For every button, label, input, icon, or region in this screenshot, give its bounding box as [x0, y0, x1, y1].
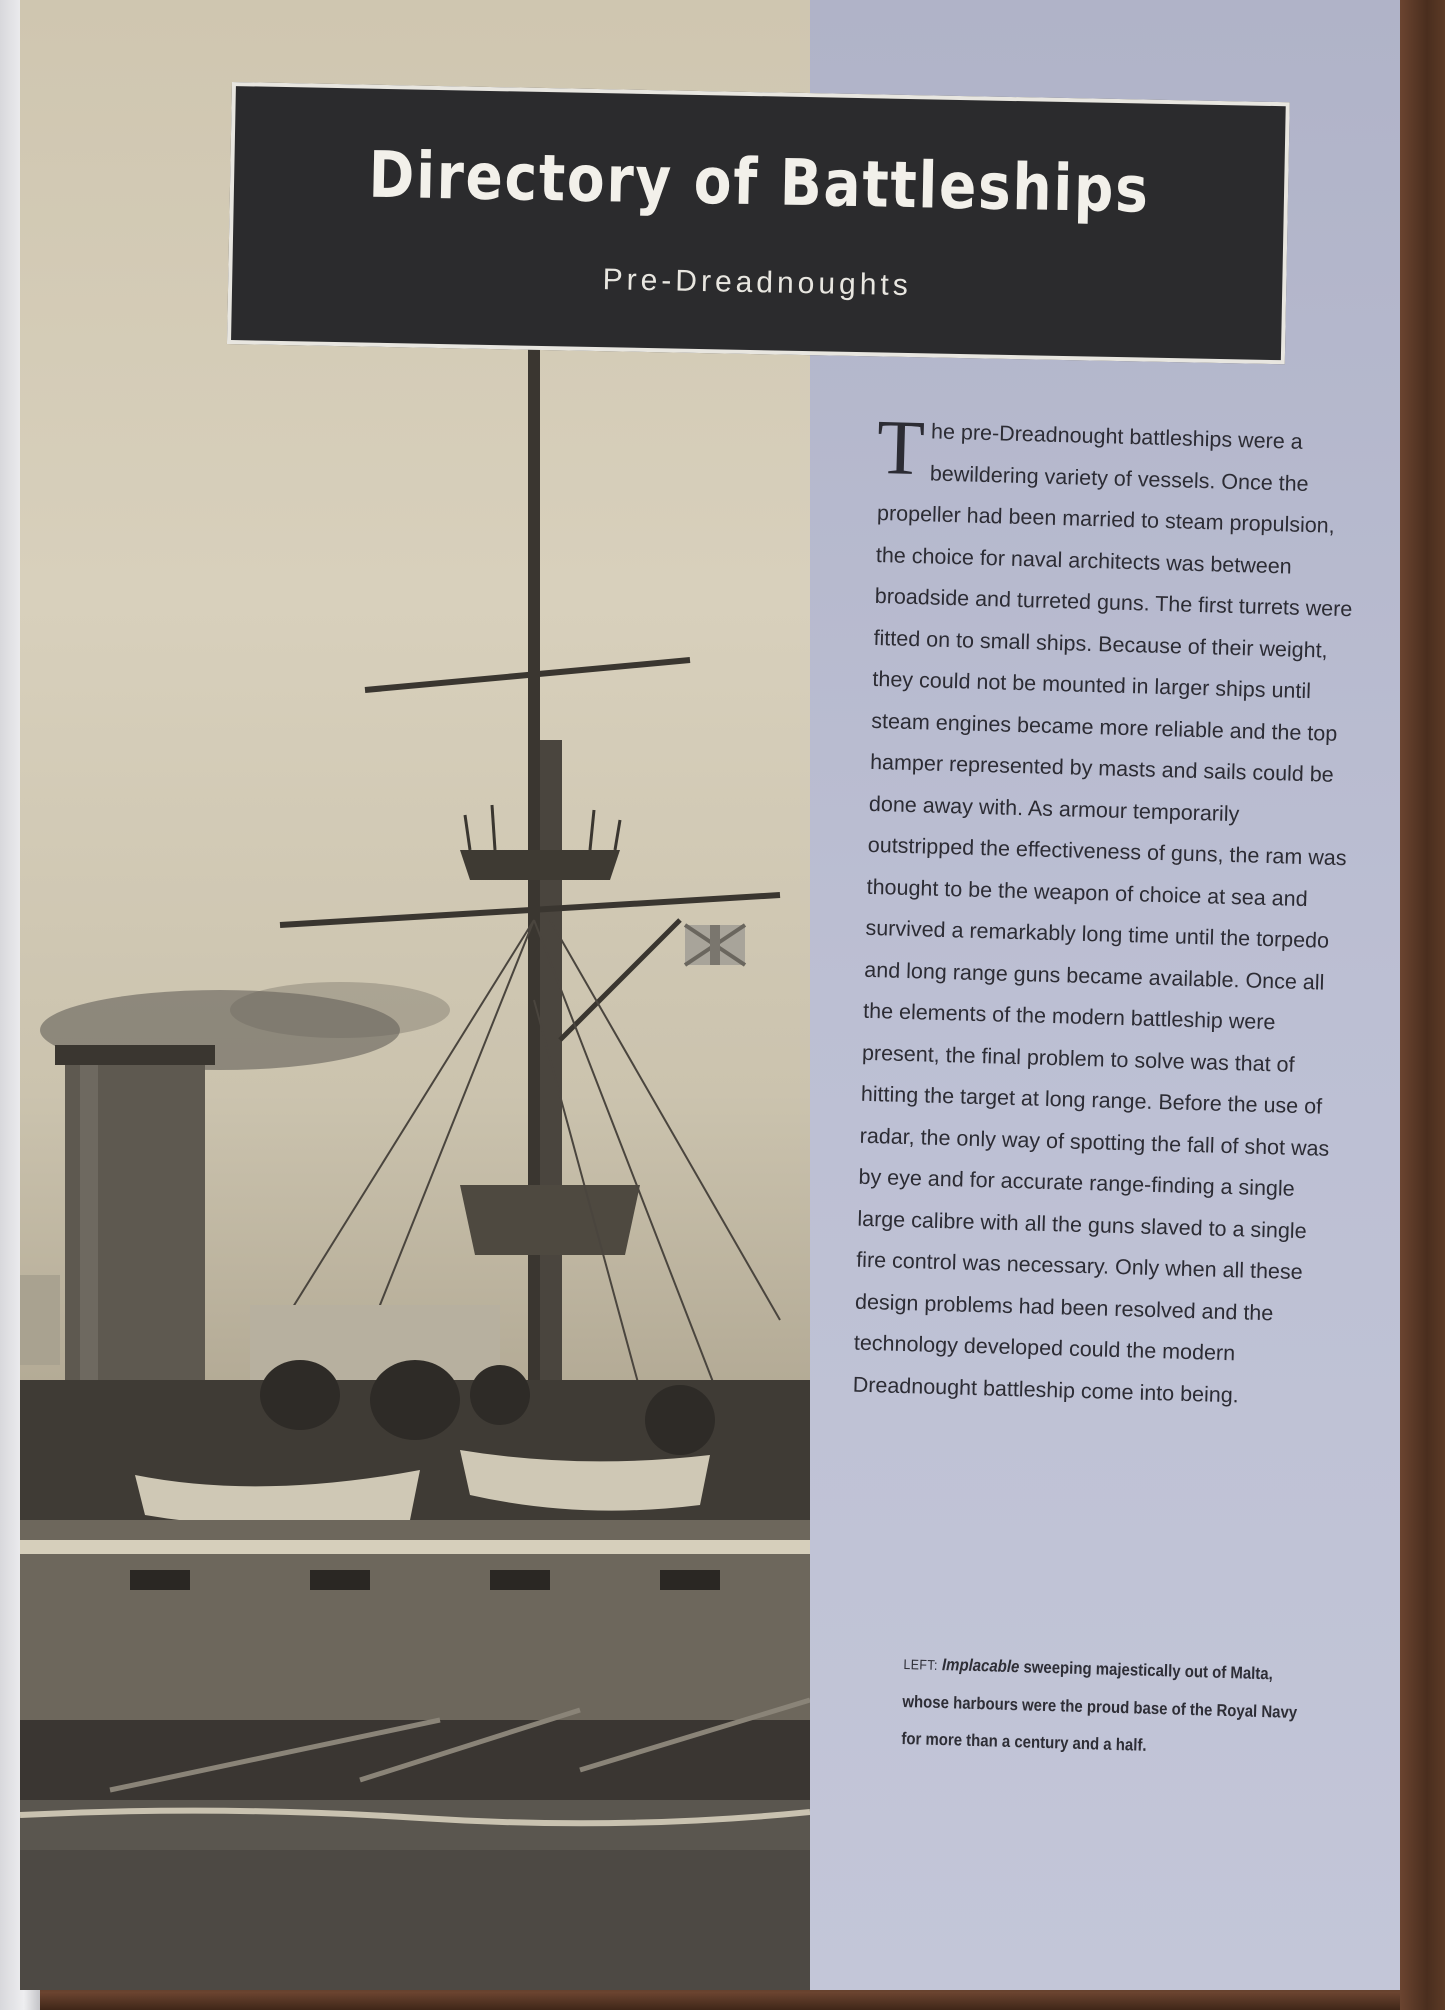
title-banner — [227, 82, 1290, 364]
page-subtitle: Pre-Dreadnoughts — [602, 263, 913, 303]
caption-label: LEFT: — [903, 1655, 939, 1673]
book-page — [20, 0, 1400, 1990]
drop-cap: T — [875, 402, 926, 492]
photo-caption — [901, 1645, 1318, 1769]
table-surface-right — [1400, 0, 1445, 2010]
caption-ship-name: Implacable — [941, 1655, 1020, 1677]
caption-text: sweeping majestically out of Malta, whose harbours were the proud base of the Royal Navy for more than a century and a half. — [901, 1657, 1298, 1755]
page-title: Directory of Battleships — [367, 138, 1151, 228]
body-paragraph — [852, 402, 1360, 1419]
body-text: he pre-Dreadnought battleships were a bewildering variety of vessels. Once the propeller had been married to steam propulsion, the choice for naval architects was between broadside and turreted guns. The first turrets were fitted on to small ships. Because of their weight, they could not be mounted in larger ships until steam engines became more reliable and the top hamper represented by masts and sails could be done away with. As armour temporarily outstripped the effectiveness of guns, the ram was thought to be the weapon of choice at sea and survived a remarkably long time until the torpedo and long range guns became available. Once all the elements of the modern battleship were present, the final problem to solve was that of hitting the target at long range. Before the use of radar, the only way of spotting the fall of shot was by eye and for accurate range-finding a single large calibre with all the guns slaved to a single fire control was necessary. Only when all these design problems had been resolved and the technology developed could the modern Dreadnought battleship come into being. — [852, 419, 1353, 1407]
